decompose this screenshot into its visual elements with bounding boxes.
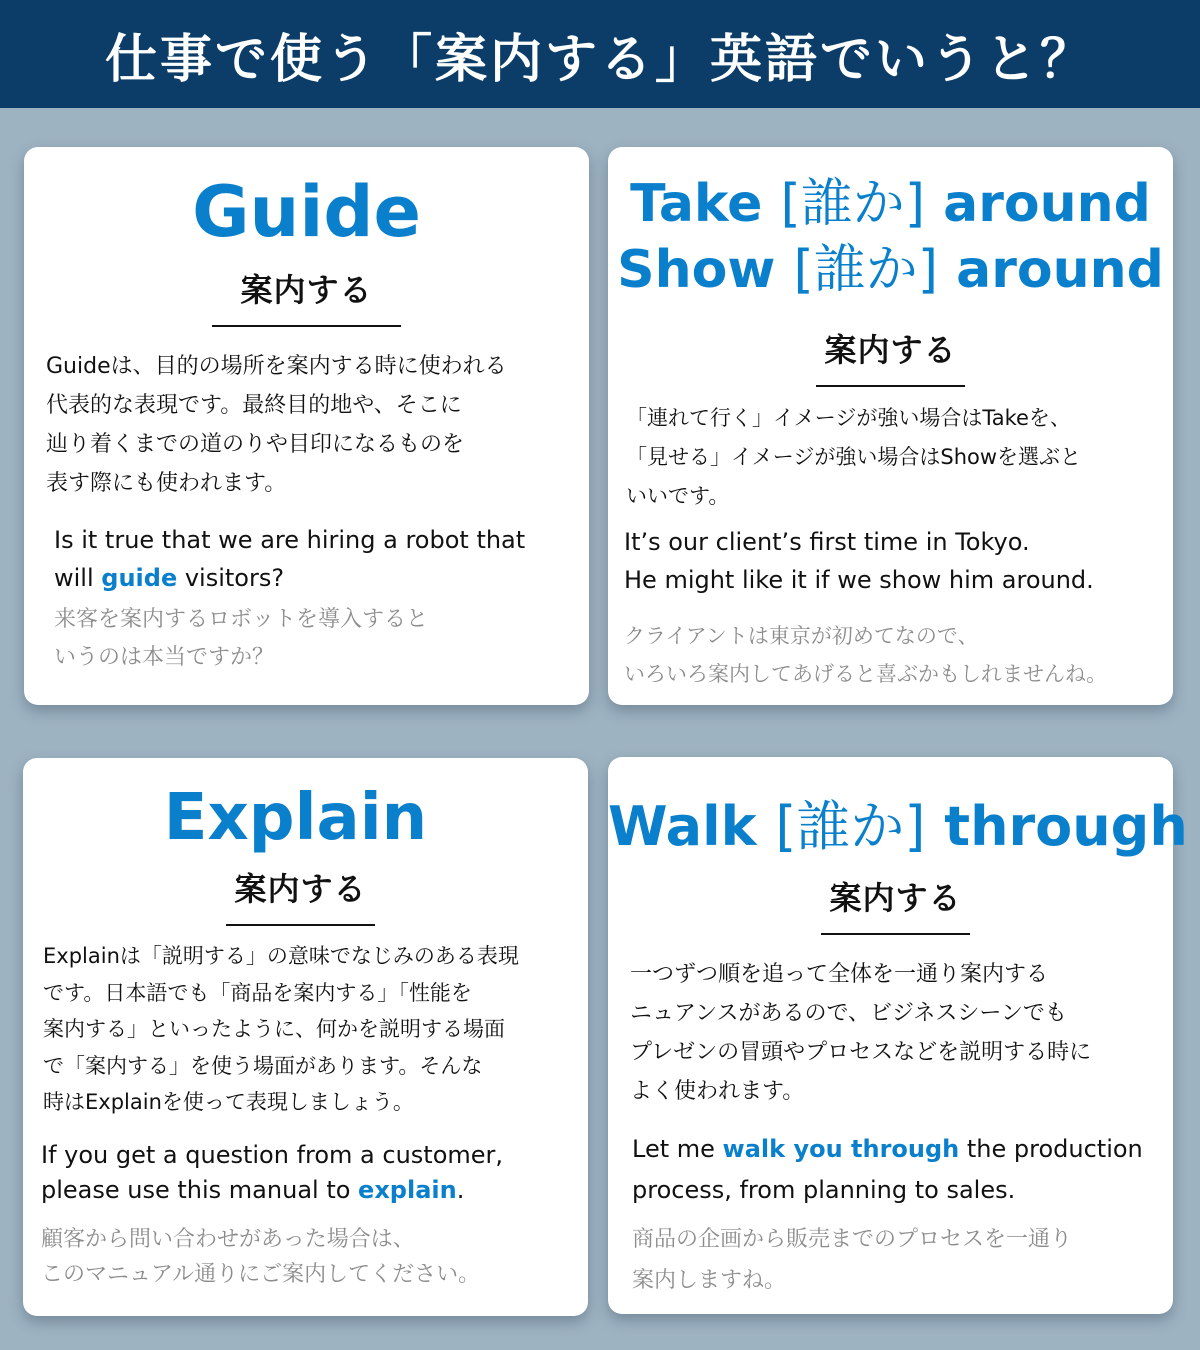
example-japanese-line: いろいろ案内してあげると喜ぶかもしれませんね。 (624, 662, 1107, 686)
term-text: Walk (608, 795, 776, 858)
example-english-line: He might like it if we show him around. (624, 566, 1094, 594)
meaning-label: 案内する (821, 873, 969, 935)
term-explain: Explain (163, 781, 428, 855)
example-english-line: It’s our client’s first time in Tokyo. (624, 528, 1030, 556)
example-text: Let me (632, 1135, 723, 1163)
description-line: で「案内する」を使う場面があります。そんな (43, 1053, 483, 1078)
description-line: いいです。 (626, 484, 730, 508)
example-japanese-line: このマニュアル通りにご案内してください。 (41, 1262, 481, 1287)
highlight-phrase: guide (101, 564, 178, 592)
term-bracket: [誰か] (775, 795, 926, 858)
example-english-line (54, 559, 574, 597)
term-show-around (608, 237, 1173, 303)
example-text: . (456, 1176, 465, 1204)
description-line: 表す際にも使われます。 (46, 471, 287, 496)
term-walk-through (608, 789, 1188, 865)
example-text: the production (959, 1135, 1143, 1163)
example-text: will (54, 564, 102, 592)
example-english-line: process, from planning to sales. (632, 1176, 1016, 1204)
header-banner (0, 0, 1200, 108)
term-text: around (925, 174, 1151, 234)
description-line: Guideは、目的の場所を案内する時に使われる (46, 354, 507, 379)
description-line: Explainは「説明する」の意味でなじみのある表現 (43, 944, 519, 968)
highlight-phrase: explain (358, 1176, 457, 1204)
example-english-line: Is it true that we are hiring a robot that (54, 526, 526, 554)
card-guide (24, 147, 589, 705)
example-japanese-line: クライアントは東京が初めてなので、 (624, 624, 979, 648)
description-line: 「見せる」イメージが強い場合はShowを選ぶと (626, 445, 1082, 469)
term-bracket: [誰か] (793, 240, 939, 300)
term-text: Show (617, 240, 794, 300)
term-take-around (608, 171, 1173, 237)
meaning-label: 案内する (226, 864, 374, 926)
example-english-line: If you get a question from a customer, (41, 1141, 504, 1169)
example-japanese-line: 来客を案内するロボットを導入すると (54, 607, 429, 632)
description-line: よく使われます。 (630, 1079, 805, 1104)
term-guide: Guide (192, 171, 421, 253)
example-japanese-line: いうのは本当ですか？ (54, 645, 275, 670)
example-text: visitors? (177, 564, 285, 592)
term-text: through (925, 795, 1188, 858)
description-line: 一つずつ順を追って全体を一通り案内する (630, 962, 1049, 987)
description-line: プレゼンの冒頭やプロセスなどを説明する時に (630, 1040, 1092, 1065)
example-english-line (632, 1129, 1172, 1170)
example-text: please use this manual to (41, 1176, 359, 1204)
description-line: 案内する」といったように、何かを説明する場面 (43, 1017, 505, 1041)
term-bracket: [誰か] (780, 174, 926, 234)
example-japanese-line: 顧客から問い合わせがあった場合は、 (41, 1227, 415, 1252)
description-line: 代表的な表現です。最終目的地や、そこに (46, 393, 462, 418)
card-take-show-around (608, 147, 1173, 705)
card-walk-through (608, 757, 1188, 1314)
highlight-phrase: walk you through (722, 1135, 960, 1163)
meaning-label: 案内する (212, 265, 400, 327)
description-line: 辿り着くまでの道のりや目印になるものを (46, 432, 465, 457)
term-text: around (938, 240, 1164, 300)
example-japanese-line: 商品の企画から販売までのプロセスを一通り (632, 1227, 1073, 1252)
description-line: です。日本語でも「商品を案内する」「性能を (43, 980, 472, 1005)
example-japanese-line: 案内しますね。 (632, 1268, 787, 1293)
term-text: Take (630, 174, 781, 234)
description-line: 「連れて行く」イメージが強い場合はTakeを、 (626, 406, 1071, 430)
description-line: ニュアンスがあるので、ビジネスシーンでも (630, 1001, 1067, 1026)
example-english-line (41, 1173, 581, 1208)
meaning-label: 案内する (816, 325, 964, 387)
card-explain (23, 758, 588, 1316)
page-title: 仕事で使う「案内する」英語でいうと？ (104, 29, 1095, 90)
description-line: 時はExplainを使って表現しましょう。 (43, 1090, 414, 1114)
